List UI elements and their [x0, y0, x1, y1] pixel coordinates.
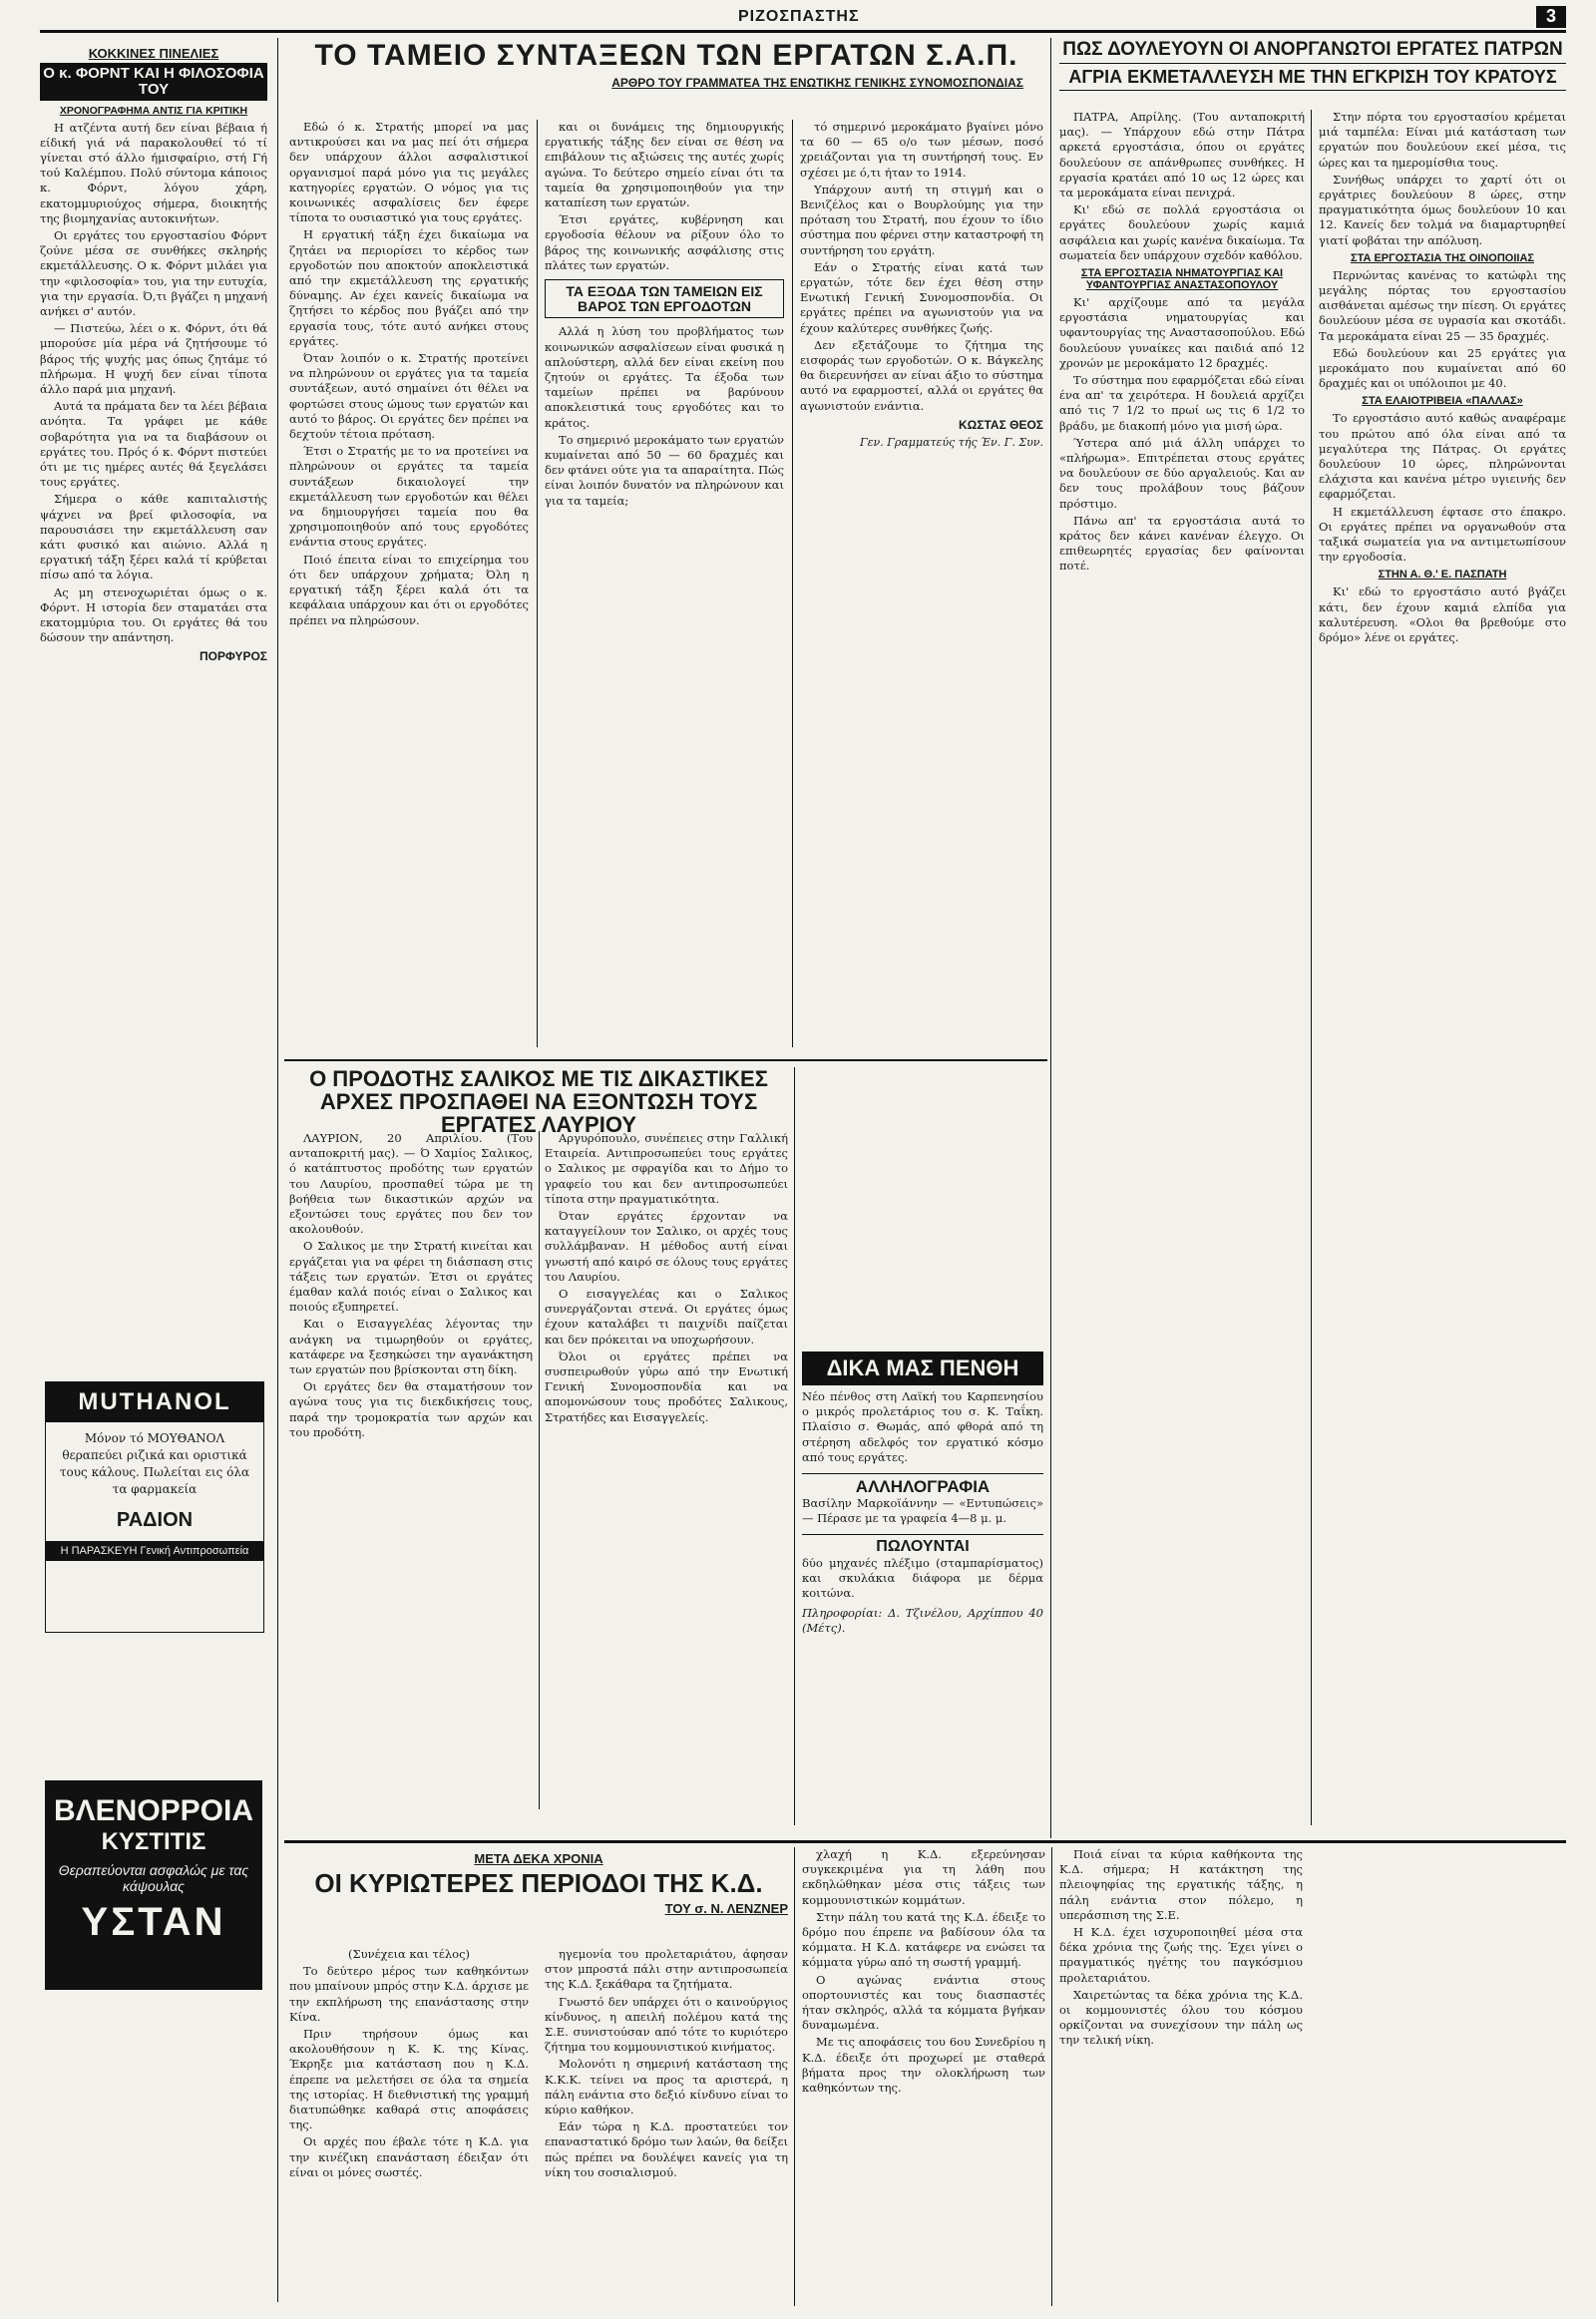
- lenzner-col-d: [1059, 1847, 1303, 2306]
- section-title-box: [545, 279, 784, 318]
- paragraph: Η ατζέντα αυτή δεν είναι βέβαια ή είδική γιά νά παρακολουθεί τό τί γίνεται στό άλλο ήμισφαίριο, στή Γή τού Καλέμπου. Πολύ σύντομα κάποιος κ. Φόρντ, λόγου χάρη, εκατομμυριούχος σήμερα, διοικητής της βιομηχανίας αυτοκινήτων.: [40, 120, 267, 225]
- lenzner-col-c: [802, 1847, 1045, 2306]
- paragraph: Ο εισαγγελέας και ο Σαλικος συνεργάζονται στενά. Οι εργάτες όμως έχουν καταλάβει τι παιχνίδι παίζεται και δεν πρόκειται να υποχωρήσουν.: [545, 1287, 788, 1347]
- patras-col-b: [1319, 110, 1566, 1835]
- article-body: [40, 121, 267, 646]
- paragraph: Έτσι ο Στρατής με το να προτείνει να πληρώνουν οι εργάτες τα ταμεία συντάξεων δικαιολογεί την εκμετάλλευση των εργοδοτών και θέλει να δημιουργήσει ταμεία που θα χρησιμοποιηθούν από τους εργοδότες ενάντια στους εργάτες.: [289, 444, 529, 550]
- ad-line2: ΚΥΣΤΙΤΙΣ: [101, 1828, 206, 1855]
- paragraph: Εδώ δουλεύουν και 25 εργάτες για μεροκάματο που κυμαίνεται από 60 δραχμές και οι υπόλοιποι με 40.: [1319, 345, 1566, 391]
- paragraph: Υπάρχουν αυτή τη στιγμή και ο Βενιζέλος και ο Βουρλούμης για την πρόταση του Στρατή, που έχουν το ίδιο σύστημα που φέρνει στην καταστροφή τη συντήρηση του εργάτη.: [800, 182, 1043, 257]
- page-number: 3: [1536, 6, 1566, 28]
- paragraph: ΠΑΤΡΑ, Απρίλης. (Του ανταποκριτή μας). — Υπάρχουν εδώ στην Πάτρα αρκετά εργοστάσια, όπου οι εργάτες δουλεύουν σε απάνθρωπες συνθήκες. Η εργασία κρατάει από 10 ως 12 ώρες και τα μεροκάματα είναι πενιχρά.: [1059, 110, 1305, 200]
- notice-text: Βασίλην Μαρκοϊάννην — «Εντυπώσεις» — Πέρασε με τα γραφεία 4—8 μ. μ.: [802, 1495, 1043, 1526]
- column-ford-article: [40, 40, 267, 1347]
- paragraph: Γνωστό δεν υπάρχει ότι ο καινούργιος κίνδυνος, η απειλή πολέμου κατά της Σ.Ε. συνιστούσαν από τότε το κυριότερο ζήτημα του κομμουνιστικού κινήματος.: [545, 1994, 788, 2055]
- paragraph: ηγεμονία του προλεταριάτου, άφησαν στον μπροστά πάλι στην αντιπροσωπεία της Κ.Δ. ξεκάθαρα τα ζητήματα.: [545, 1947, 788, 1992]
- ad-line3: Θεραπεύονται ασφαλώς με τας κάψουλας: [58, 1862, 249, 1894]
- notice-title: ΑΛΛΗΛΟΓΡΑΦΙΑ: [802, 1473, 1043, 1496]
- headline: Ο ΠΡΟΔΟΤΗΣ ΣΑΛΙΚΟΣ ΜΕ ΤΙΣ ΔΙΚΑΣΤΙΚΕΣ ΑΡΧΕΣ ΠΡΟΣΠΑΘΕΙ ΝΑ ΕΞΟΝΤΩΣΗ ΤΟΥΣ ΕΡΓΑΤΕΣ ΛΑΥΡΙΟΥ: [309, 1067, 768, 1138]
- salikos-main: [289, 1067, 788, 1825]
- patras-col-a: [1059, 110, 1305, 1835]
- ad-brand: ΥΣΤΑΝ: [81, 1900, 226, 1944]
- paragraph: — Πιστεύω, λέει ο κ. Φόρντ, ότι θά μπορούσε μία μέρα νά ζητήσουμε τό βάρος τής ψυχής μας όπως ζητάμε τό πλήρωμα. Η ψυχή δεν είναι τίποτα άλλο παρά μια μηχανή.: [40, 321, 267, 396]
- paragraph: Δεν εξετάζουμε το ζήτημα της εισφοράς των εργοδοτών. Ο κ. Βάγκελης θα διερευνήσει αν είναι άξιο το σύστημα αυτό να εφαρμοστεί, αλλά οι εργάτες θα αγωνιστούν ενάντια.: [800, 337, 1043, 413]
- ad-muthanol: [45, 1381, 264, 1633]
- paragraph: Πάνω απ' τα εργοστάσια αυτά το κράτος δεν κάνει κανέναν έλεγχο. Οι επιθεωρητές εργασίας δεν φαίνονται ποτέ.: [1059, 513, 1305, 574]
- paragraph: Πριν τηρήσουν όμως και ακολουθήσουν η Κ. Κ. της Κίνας. Έκρηξε μια κατάσταση που η Κ.Δ. έπρεπε να μελετήσει σε όλα τα σημεία της ιστορίας. Η διεθνιστική της γραμμή διατυπώθηκε καθαρά στις αποφάσεις της.: [289, 2027, 529, 2132]
- headline: ΠΩΣ ΔΟΥΛΕΥΟΥΝ ΟΙ ΑΝΟΡΓΑΝΩΤΟΙ ΕΡΓΑΤΕΣ ΠΑΤΡΩΝ: [1059, 40, 1566, 64]
- paragraph: Ας μη στενοχωριέται όμως ο κ. Φόρντ. Η ιστορία δεν σταματάει στα εκατομμύρια του. Οι εργάτες θά του δώσουν την απάντηση.: [40, 584, 267, 645]
- section-title: ΣΤΗΝ Α. Θ.' Ε. ΠΑΣΠΑΤΗ: [1378, 569, 1507, 581]
- paragraph: Αργυρόπουλο, συνέπειες στην Γαλλική Εταιρεία. Αντιπροσωπεύει τους εργάτες ο Σαλικος με σφραγίδα και το Δήμο το γραφείο του και δεν αντιπροσωπεύει τίποτα στην πραγματικότητα.: [545, 1131, 788, 1206]
- paragraph: Όταν εργάτες έρχονταν να καταγγείλουν τον Σαλικο, οι αρχές τους συλλάμβαναν. Η μέθοδος αυτή είναι γνωστή από καιρό σε όλους τους εργάτες του Λαυρίου.: [545, 1209, 788, 1284]
- section-title: ΣΤΑ ΕΛΑΙΟΤΡΙΒΕΙΑ «ΠΑΛΛΑΣ»: [1362, 395, 1523, 408]
- small-notices: [802, 1352, 1043, 1820]
- subhead: ΑΡΘΡΟ ΤΟΥ ΓΡΑΜΜΑΤΕΑ ΤΗΣ ΕΝΩΤΙΚΗΣ ΓΕΝΙΚΗΣ ΣΥΝΟΜΟΣΠΟΝΔΙΑΣ: [611, 75, 1023, 90]
- column-rule: [1311, 110, 1312, 1825]
- signature: ΚΩΣΤΑΣ ΘΕΟΣ: [958, 417, 1043, 432]
- section-title: ΤΑ ΕΞΟΔΑ ΤΩΝ ΤΑΜΕΙΩΝ ΕΙΣ ΒΑΡΟΣ ΤΩΝ ΕΡΓΟΔΟΤΩΝ: [566, 283, 763, 314]
- subhead: ΧΡΟΝΟΓΡΑΦΗΜΑ ΑΝΤΙΣ ΓΙΑ ΚΡΙΤΙΚΗ: [59, 104, 248, 117]
- column-rule: [1050, 38, 1051, 1838]
- paragraph: Αλλά η λύση του προβλήματος των κοινωνικών ασφαλίσεων είναι φυσικά η απλούστερη, αλλά δεν είναι εκείνη που ζητούν οι εργάτες. Τα έξοδα των ταμείων πρέπει να βαρύνουν αποκλειστικά τους εργοδότες και το κράτος.: [545, 324, 784, 430]
- paragraph: Εάν τώρα η Κ.Δ. προστατεύει τον επαναστατικό δρόμο των λαών, θα δείξει πώς πρέπει να δουλέψει κανείς για τη νίκη του σοσιαλισμού.: [545, 2120, 788, 2179]
- paragraph: τό σημερινό μεροκάματο βγαίνει μόνο τα 60 — 65 ο/ο των μέσων, ποσό χρειάζονται για τη συντήρησή τους. Εν σχέσει με ό,τι ήταν το 1914.: [800, 120, 1043, 180]
- paragraph: Αυτά τα πράματα δεν τα λέει βέβαια ανόητα. Τα γράφει με κάθε σοβαρότητα για να τα διαβάσουν οι εργάτες του. Πρός ό κ. Φόρντ πιστεύει ότι με τις ημέρες αυτές θά ξεγελάσει τους εργάτες.: [40, 399, 267, 490]
- paragraph: Έτσι εργάτες, κυβέρνηση και εργοδοσία θέλουν να ρίξουν όλο το βάρος της κοινωνικής ασφάλισης στις πλάτες των εργατών.: [545, 212, 784, 272]
- paragraph: Οι αρχές που έβαλε τότε η Κ.Δ. για την κινέζικη επανάσταση έδειξαν ότι είναι οι μόνες σωστές.: [289, 2134, 529, 2179]
- paragraph: Το σημερινό μεροκάματο των εργατών κυμαίνεται από 50 — 60 δραχμές και δεν φτάνει ούτε για τα απαραίτητα. Πώς είναι λοιπόν δυνατόν να πληρώνουν και για τα ταμεία;: [545, 432, 784, 508]
- column-rule: [1051, 1847, 1052, 2306]
- article-salikos: [289, 1067, 1043, 1825]
- paragraph: Στην πάλη του κατά της Κ.Δ. έδειξε το δρόμο που έπρεπε να βαδίσουν όλα τα κόμματα. Η Κ.Δ. κατάφερε να ενώσει τα κόμματα γύρω από τη σωστή γραμμή.: [802, 1909, 1045, 1970]
- notice-title: ΠΩΛΟΥΝΤΑΙ: [802, 1534, 1043, 1556]
- paragraph: Η Κ.Δ. έχει ισχυροποιηθεί μέσα στα δέκα χρόνια της ζωής της. Έχει γίνει ο πραγματικός ηγέτης του παγκόσμιου προλεταριάτου.: [1059, 1925, 1303, 1985]
- section-rule: [284, 1059, 1047, 1061]
- notice-text: Νέο πένθος στη Λαϊκή του Καρπενησίου ο μικρός προλετάριος του σ. Κ. Ταΐκη. Πλαίσιο σ. Θωμάς, από φθορά από τη στέρηση αδελφός τον εργατικό κόσμο από τους εργάτες.: [802, 1389, 1043, 1464]
- column-rule: [794, 1067, 795, 1825]
- paragraph: Οι εργάτες του εργοστασίου Φόρντ ζούνε μέσα σε συνθήκες σκληρής εκμετάλλευσης. Ο κ. Φόρντ μιλάει για την «φιλοσοφία» του, για την ευτυχία, για την εργασία. Ό,τι βγάζει η μηχανή ανήκει σ' αυτόν.: [40, 227, 267, 318]
- section-rule: [284, 1840, 1566, 1843]
- paragraph: Το δεύτερο μέρος των καθηκόντων που μπαίνουν μπρός στην Κ.Δ. άρχισε με την εκπλήρωση της επανάστασης στην Κίνα.: [289, 1964, 529, 2024]
- paragraph: Συνήθως υπάρχει το χαρτί ότι οι εργάτριες δουλεύουν 8 ώρες, στην πραγματικότητα όμως δουλεύουν 10 και 12. Κανείς δεν τολμά να διαμαρτυρηθεί γιατί φοβάται την απόλυση.: [1319, 172, 1566, 247]
- column-rule: [794, 1847, 795, 2306]
- byline: ΤΟΥ σ. Ν. ΛΕΝΖΝΕΡ: [664, 1901, 788, 1917]
- notice-title: ΔΙΚΑ ΜΑΣ ΠΕΝΘΗ: [802, 1352, 1043, 1385]
- headline: ΟΙ ΚΥΡΙΩΤΕΡΕΣ ΠΕΡΙΟΔΟΙ ΤΗΣ Κ.Δ.: [314, 1868, 763, 1898]
- paragraph: Το εργοστάσιο αυτό καθώς αναφέραμε του πρώτου από όλα είναι από τα μεγαλύτερα της Πάτρας. Οι εργάτες δουλεύουν 10 ώρες, πληρώνονται ελάχιστα και κανένα μέτρο υγιεινής δεν εφαρμόζεται.: [1319, 411, 1566, 502]
- tameio-col-a: [289, 120, 529, 1057]
- column-rule: [277, 38, 278, 2302]
- salikos-col-a: [289, 1131, 533, 1819]
- paragraph: ΛΑΥΡΙΟΝ, 20 Απριλίου. (Του ανταποκριτή μας). — Ό Χαμίος Σαλικος, ό κατάπτυστος προδότης των εργατών του Λαυρίου, προσπαθεί τώρα με τη βοήθεια των δικαστικών αρχών να εξοντώσει τους εργάτες που δεν τον ακολουθούν.: [289, 1131, 533, 1237]
- headline: Ο κ. ΦΟΡΝΤ ΚΑΙ Η ΦΙΛΟΣΟΦΙΑ ΤΟΥ: [40, 63, 267, 101]
- paragraph: Όλοι οι εργάτες πρέπει να συσπειρωθούν γύρω από την Ενωτική Γενική Συνομοσπονδία και να απομονώσουν τους προδότες Σαλικους, Στρατήδες και Εισαγγελείς.: [545, 1349, 788, 1424]
- paper-name: ΡΙΖΟΣΠΑΣΤΗΣ: [738, 8, 860, 25]
- paragraph: Σήμερα ο κάθε καπιταλιστής ψάχνει να βρεί φιλοσοφία, να παρουσιάσει την εκμετάλλευση σαν κάτι φυσικό και αιώνιο. Αλλά η εργατική τάξη ξέρει καλά τί κρύβεται πίσω από τα λόγια.: [40, 492, 267, 582]
- paragraph: Ποιό έπειτα είναι το επιχείρημα του ότι δεν υπάρχουν χρήματα; Όλη η εργατική τάξη ξέρει καλά ότι τα κεφάλαια υπάρχουν και ότι οι εργοδότες πρέπει να πληρώσουν.: [289, 552, 529, 627]
- paragraph: Ο Σαλικος με την Στρατή κινείται και εργάζεται για να φέρει τη διάσπαση στις τάξεις των εργατών. Έτσι οι εργάτες έμαθαν καλά ποιός είναι ο Σαλικος και ποιούς εξυπηρετεί.: [289, 1239, 533, 1315]
- paragraph: Κι' αρχίζουμε από τα μεγάλα εργοστάσια νηματουργίας και υφαντουργίας της Αναστασοπούλου. Εδώ δουλεύουν γυναίκες και παιδιά από 12 χρονών με μεροκάματο 12 δραχμές.: [1059, 295, 1305, 370]
- column-rule: [537, 120, 538, 1047]
- paragraph: (Συνέχεια και τέλος): [348, 1947, 470, 1961]
- paragraph: Στην πόρτα του εργοστασίου κρέμεται μιά ταμπέλα: Είναι μιά κατάσταση των εργατών που δουλεύουν εκεί μέσα, τις ώρες και τα ημερομίσθια τους.: [1319, 110, 1566, 170]
- ad-line1: ΒΛΕΝΟΡΡΟΙΑ: [53, 1794, 254, 1827]
- ad-brand: MUTHANOL: [46, 1382, 263, 1422]
- section-title: ΣΤΑ ΕΡΓΟΣΤΑΣΙΑ ΝΗΜΑΤΟΥΡΓΙΑΣ ΚΑΙ ΥΦΑΝΤΟΥΡΓΙΑΣ ΑΝΑΣΤΑΣΟΠΟΥΛΟΥ: [1080, 267, 1284, 292]
- ad-ystan: [45, 1780, 262, 1990]
- paragraph: Κι' εδώ σε πολλά εργοστάσια οι εργάτες δουλεύουν χωρίς καμιά ασφάλεια και χωρίς κανένα δικαίωμα. Τα σωματεία δεν υπάρχουν σχεδόν καθόλου.: [1059, 202, 1305, 262]
- article-lenzner: [289, 1847, 1566, 2306]
- kicker: ΚΟΚΚΙΝΕΣ ΠΙΝΕΛΙΕΣ: [88, 46, 219, 61]
- lenzner-col-b: [545, 1887, 788, 2306]
- paragraph: Χαιρετώντας τα δέκα χρόνια της Κ.Δ. οι κομμουνιστές όλου του κόσμου ορκίζονται να συνεχίσουν την πάλη ως την τελική νίκη.: [1059, 1987, 1303, 2048]
- paragraph: Κι' εδώ το εργοστάσιο αυτό βγάζει κάτι, δεν έχουν καμιά ελπίδα για καλυτέρευση. «Ολοι θα βρεθούμε στο δρόμο» λένε οι εργάτες.: [1319, 584, 1566, 645]
- subhead: ΑΓΡΙΑ ΕΚΜΕΤΑΛΛΕΥΣΗ ΜΕ ΤΗΝ ΕΓΚΡΙΣΗ ΤΟΥ ΚΡΑΤΟΥΣ: [1059, 68, 1566, 91]
- ad-foot: Η ΠΑΡΑΣΚΕΥΗ Γενική Αντιπροσωπεία: [46, 1541, 263, 1561]
- paragraph: Και ο Εισαγγελέας λέγοντας την ανάγκη να τιμωρηθούν οι εργάτες, κατάφερε να ξεσηκώσει την αγανάκτηση των εργατών που βρίσκονται στη δίκη.: [289, 1317, 533, 1377]
- tameio-col-c: [800, 120, 1043, 1057]
- paragraph: Ο αγώνας ενάντια στους οπορτουνιστές και τους διασπαστές ήταν σκληρός, αλλά τα κόμματα βγήκαν δυναμωμένα.: [802, 1972, 1045, 2033]
- column-rule: [539, 1131, 540, 1809]
- paragraph: Με τις αποφάσεις του 6ου Συνεδρίου η Κ.Δ. έδειξε ότι προχωρεί με σταθερά βήματα προς την ολοκλήρωση των καθηκόντων της.: [802, 2035, 1045, 2096]
- paragraph: Εδώ ό κ. Στρατής μπορεί να μας αντικρούσει και να μας πεί ότι σήμερα δεν υπάρχουν άλλοι ασφαλιστικοί οργανισμοί παρά μόνο για τις μεγάλες κατηγορίες εργατών. Ο νόμος για τις κοινωνικές ασφαλίσεις δεν έφερε τίποτα το ουσιαστικό για τους εργάτες.: [289, 120, 529, 225]
- paragraph: Περνώντας κανένας το κατώφλι της μεγάλης πόρτας του εργοστασίου αισθάνεται αμέσως την πίεση. Οι εργάτες δουλεύουν μέσα σε υγρασία και σκοτάδι. Τα μεροκάματα είναι 25 — 35 δραχμές.: [1319, 267, 1566, 343]
- article-tameio: [289, 40, 1043, 1057]
- salikos-col-b: [545, 1131, 788, 1819]
- paragraph: Οι εργάτες δεν θα σταματήσουν τον αγώνα τους για τις διεκδικήσεις τους, παρά την τρομοκρατία των αρχών και του προδότη.: [289, 1379, 533, 1439]
- ad-text: Μόνον τό ΜΟΥΘΑΝΟΛ θεραπεύει ριζικά και οριστικά τους κάλους. Πωλείται εις όλα τα φαρμακεία: [59, 1431, 250, 1496]
- signature: ΠΟΡΦΥΡΟΣ: [199, 649, 267, 664]
- tameio-col-b: [545, 120, 784, 1057]
- paragraph: και οι δυνάμεις της δημιουργικής εργατικής τάξης δεν είναι σε θέση να επιβάλουν τις αξιώσεις της αυτές χωρίς αγώνα. Το δεύτερο σημείο είναι ότι τα ταμεία θα χρησιμοποιηθούν για την καταπίεση των εργατών.: [545, 120, 784, 210]
- paragraph: χλαχή η Κ.Δ. εξερεύνησαν συγκεκριμένα για τη λάθη που εκδηλώθηκαν μέσα στις τάξεις των κομμουνιστικών κομμάτων.: [802, 1847, 1045, 1907]
- lenzner-col-a: [289, 1947, 529, 2306]
- paragraph: Το σύστημα που εφαρμόζεται εδώ είναι ένα απ' τα χειρότερα. Η δουλειά αρχίζει από τις 7 1/2 το πρωί ως τις 6 1/2 το βράδυ, με διακοπή μόνο για μισή ώρα.: [1059, 373, 1305, 433]
- section-title: ΣΤΑ ΕΡΓΟΣΤΑΣΙΑ ΤΗΣ ΟΙΝΟΠΟΙΙΑΣ: [1350, 251, 1535, 264]
- paragraph: Μολονότι η σημερινή κατάσταση της Κ.Κ.Κ. τείνει να προς τα αριστερά, η πάλη ενάντια στο δεξιό κίνδυνο είναι το κύριο καθήκον.: [545, 2057, 788, 2118]
- paragraph: Εάν ο Στρατής είναι κατά των εργατών, τότε δεν έχει θέση στην Ενωτική Γενική Συνομοσπονδία. Οι εργάτες πρέπει να αγωνιστούν για να έχουν καλύτερες συνθήκες ζωής.: [800, 259, 1043, 335]
- kicker: ΜΕΤΑ ΔΕΚΑ ΧΡΟΝΙΑ: [474, 1851, 603, 1866]
- headline: ΤΟ ΤΑΜΕΙΟ ΣΥΝΤΑΞΕΩΝ ΤΩΝ ΕΡΓΑΤΩΝ Σ.Α.Π.: [314, 40, 1018, 72]
- ad-sub: ΡΑΔΙΟΝ: [116, 1509, 194, 1531]
- signature-note: Γεν. Γραμματεύς τής Έν. Γ. Συν.: [860, 435, 1043, 449]
- article-patras: [1059, 40, 1566, 1835]
- paragraph: Ύστερα από μιά άλλη υπάρχει το «πλήρωμα». Επιτρέπεται στους εργάτες να δουλεύουν σε δύο αργαλειούς. Και αν δεν τους προλάβουν τους βάζουν πρόστιμο.: [1059, 435, 1305, 511]
- notice-text: δύο μηχανές πλέξιμο (σταμπαρίσματος) και σκυλάκια διάφορα με δέρμα κοιτώνα.: [802, 1556, 1043, 1601]
- paragraph: Η εργατική τάξη έχει δικαίωμα να ζητάει να περιορίσει το κέρδος των εργοδοτών που αποκτούν αποκλειστικά από την εκμετάλλευση της εργατικής δύναμης. Αν έχει κανείς δικαίωμα να ζητήσει το κέρδος που βγάζει από την εργασία τους, τότε αυτό ανήκει στους εργάτες.: [289, 227, 529, 348]
- paragraph: Ποιά είναι τα κύρια καθήκοντα της Κ.Δ. σήμερα; Η κατάκτηση της πλειοψηφίας της εργατικής τάξης, η πάλη ενάντια στον πόλεμο, η υπεράσπιση της Σ.Ε.: [1059, 1847, 1303, 1922]
- paragraph: Όταν λοιπόν ο κ. Στρατής προτείνει να πληρώνουν οι εργάτες για τα ταμεία συντάξεων, αυτό σημαίνει ότι θέλει να φορτώσει στους ώμους των εργατών και αυτό το βάρος. Οι εργάτες δεν πρέπει να δεχτούν τέτοια πρόταση.: [289, 351, 529, 442]
- paragraph: Η εκμετάλλευση έφτασε στο έπακρο. Οι εργάτες πρέπει να οργανωθούν στα ταξικά σωματεία για να αντιμετωπίσουν την εργοδοσία.: [1319, 504, 1566, 565]
- notice-info: Πληροφορίαι: Δ. Τζινέλου, Αρχίππου 40 (Μέτς).: [802, 1605, 1043, 1635]
- column-rule: [792, 120, 793, 1047]
- masthead: [40, 8, 1566, 33]
